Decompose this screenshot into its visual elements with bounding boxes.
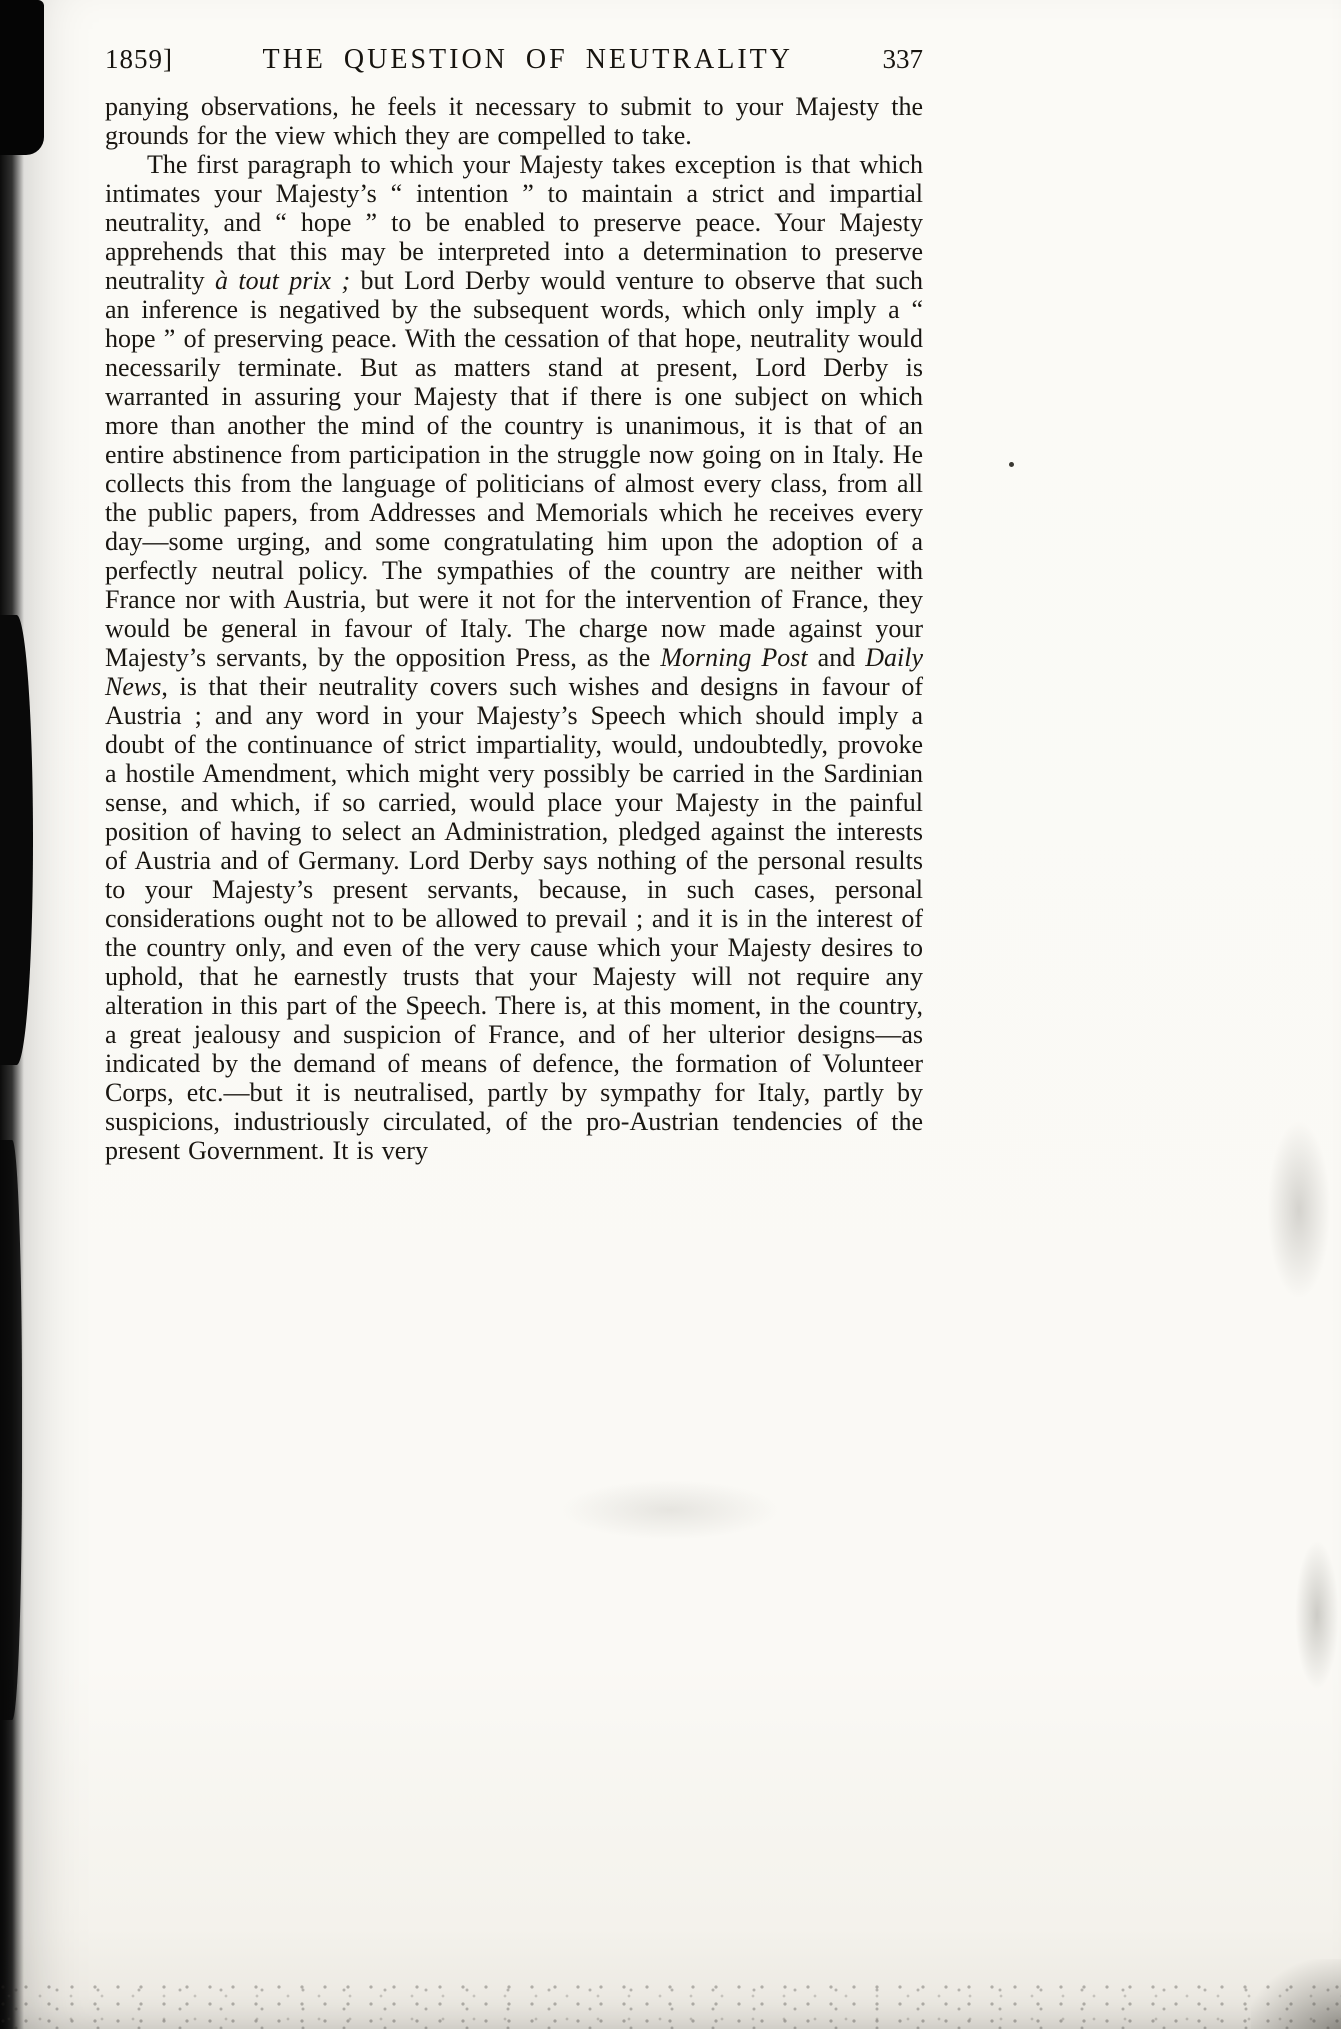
text-segment-italic: Daily News (105, 643, 923, 701)
scan-speck (1009, 462, 1014, 467)
paragraph-main (105, 150, 923, 1165)
text-segment: , is that their neutrality covers such wishes and designs in favour of Austria ; and any word in your Majesty’s Speech which should imply a doubt of the continuance of strict impartiality, would, undoubtedly, provoke a hostile Amendment, which might very possibly be carried in the Sardinian sense, and which, if so carried, would place your Majesty in the painful position of having to select an Administration, pledged against the interests of Austria and of Germany. Lord Derby says nothing of the personal results to your Majesty’s present servants, because, in such cases, personal considerations ought not to be allowed to prevail ; and it is in the interest of the country only, and even of the very cause which your Majesty desires to uphold, that he earnestly trusts that your Majesty will not require any alteration in this part of the Speech. There is, at this moment, in the country, a great jealousy and suspicion of France, and of her ulterior designs—as indicated by the demand of means of defence, the formation of Volunteer Corps, etc.—but it is neutralised, partly by sympathy for Italy, partly by suspicions, industriously circulated, of the pro-Austrian tendencies of the present Government. It is very (105, 672, 923, 1165)
binding-shadow-strip (0, 0, 24, 2029)
scan-smudge (1267, 1120, 1331, 1300)
paragraph-continuation (105, 92, 923, 150)
scan-noise-corner (1251, 1959, 1341, 2029)
text-segment: The first paragraph to which your Majesty takes exception is that which intimates your Majesty’s “ intention ” to maintain a strict and impartial neutrality, and “ hope ” to be enabled to preserve peace. Your Majesty apprehends that this may be interpreted into a determination to preserve neutrality (105, 150, 923, 295)
binding-shadow-top (0, 0, 44, 155)
binding-shadow (0, 0, 60, 2029)
text-segment: panying observations, he feels it necessary to submit to your Majesty the grounds for the view which they are compelled to take. (105, 92, 923, 150)
text-segment-italic: Morning Post (660, 643, 808, 672)
text-segment: but Lord Derby would venture to observe that such an inference is negatived by the subsequent words, which only imply a “ hope ” of preserving peace. With the cessation of that hope, neutrality would necessarily terminate. But as matters stand at present, Lord Derby is warranted in assuring your Majesty that if there is one subject on which more than another the mind of the country is unanimous, it is that of an entire abstinence from participation in the struggle now going on in Italy. He collects this from the language of politicians of almost every class, from all the public papers, from Addresses and Memorials which he receives every day—some urging, and some congratulating him upon the adoption of a perfectly neutral policy. The sympathies of the country are neither with France nor with Austria, but were it not for the intervention of France, they would be general in favour of Italy. The charge now made against your Majesty’s servants, by the opposition Press, as the (105, 266, 923, 672)
page-title: THE QUESTION OF NEUTRALITY (262, 44, 793, 75)
header-year: 1859] (105, 44, 173, 74)
text-segment-italic: à tout prix ; (215, 266, 351, 295)
binding-shadow-tail (0, 1680, 16, 2029)
body-text (105, 92, 923, 1165)
binding-shadow-low (0, 1140, 22, 1720)
binding-shadow-mid (0, 615, 33, 1065)
page-header (105, 44, 923, 76)
scan-smudge (1295, 1540, 1339, 1690)
page-number: 337 (882, 44, 923, 74)
text-segment: and (807, 643, 866, 672)
scan-smudge (560, 1480, 780, 1540)
scan-noise-bottom (0, 1983, 1341, 2029)
